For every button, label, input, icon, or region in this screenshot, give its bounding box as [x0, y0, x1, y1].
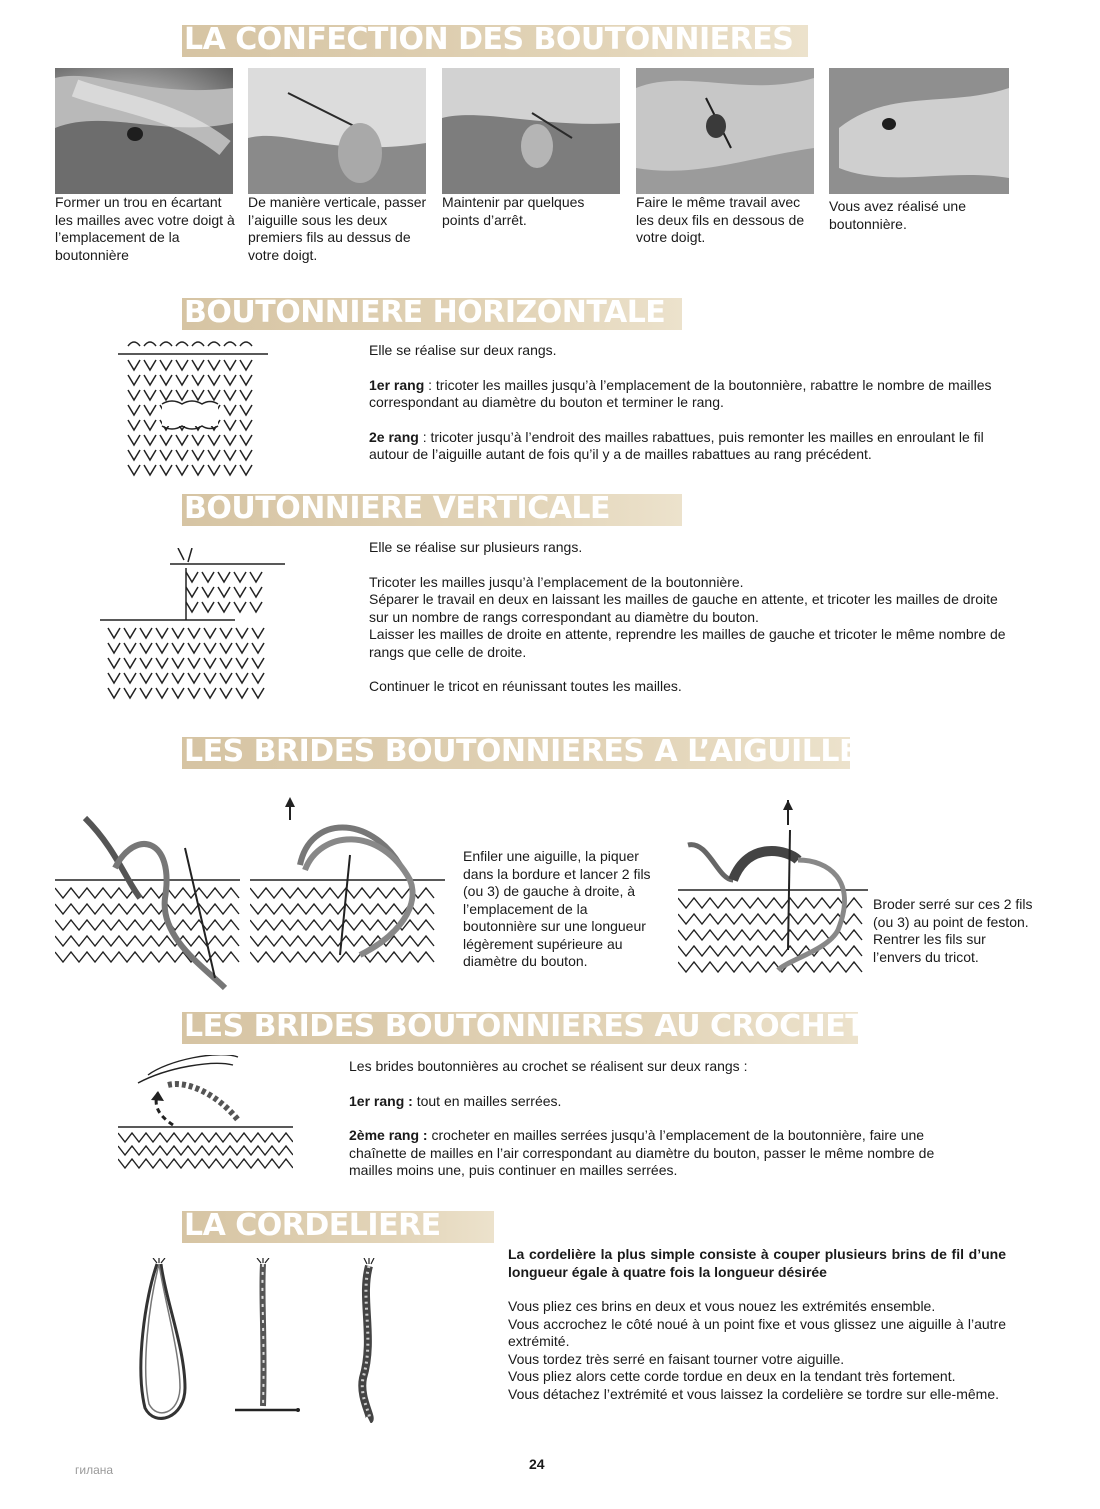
step-photo-3 — [442, 68, 620, 194]
section-banner-verticale — [182, 491, 682, 526]
crochet-intro: Les brides boutonnières au crochet se réalisent sur deux rangs : — [349, 1058, 748, 1074]
crochet-row1-label: 1er rang : — [349, 1092, 413, 1109]
cord-loop-illustration — [135, 1258, 195, 1423]
step-photo-4 — [636, 68, 814, 194]
cord-finished-illustration — [355, 1258, 385, 1423]
section-title-aiguille: LES BRIDES BOUTONNIÈRES À L’AIGUILLE — [184, 734, 859, 769]
horizontale-row1-text: : tricoter les mailles jusqu’à l’emplacement de la boutonnière, rabattre le nombre de mailles correspondant au diamètre du bouton et terminer le rang. — [369, 376, 992, 410]
section-title-cordeliere: LA CORDELIERE — [184, 1208, 441, 1243]
horizontale-row2-label: 2e rang — [369, 428, 419, 445]
section-title-verticale: BOUTONNIERE VERTICALE — [184, 491, 611, 526]
crochet-row2-label: 2ème rang : — [349, 1127, 428, 1143]
needle-bar-illustration-3 — [678, 800, 868, 980]
section-banner-crochet — [182, 1009, 866, 1044]
cordeliere-line-2: Vous accrochez le côté noué à un point fixe et vous glissez une aiguille à l’autre extrémité. — [508, 1315, 1006, 1349]
crochet-row1-text: tout en mailles serrées. — [412, 1092, 562, 1109]
horizontale-text — [369, 342, 1019, 481]
verticale-text — [369, 539, 1019, 713]
cord-twist-illustration — [235, 1258, 305, 1423]
page-number: 24 — [529, 1456, 545, 1472]
step-caption-2: De manière verticale, passer l’aiguille sous les deux premiers fils au dessus de votre doigt. — [248, 194, 427, 263]
step-caption-4: Faire le même travail avec les deux fils en dessous de votre doigt. — [636, 194, 805, 245]
verticale-line3: Laisser les mailles de droite en attente, reprendre les mailles de gauche et tricoter le même nombre de rangs que celle de droite. — [369, 626, 1006, 660]
crochet-bar-illustration — [118, 1055, 293, 1185]
cordeliere-bold-intro: La cordelière la plus simple consiste à couper plusieurs brins de fil d’une longueur égale à quatre fois la longueur désirée — [508, 1246, 1006, 1280]
section-banner-cordeliere — [182, 1208, 494, 1243]
horizontale-row1-label: 1er rang — [369, 376, 425, 393]
horizontale-row2-text: : tricoter jusqu’à l’endroit des mailles rabattues, puis remonter les mailles en enroulant le fil autour de l’aiguille autant de fois qu’il y a de mailles rabattues au rang précédent. — [369, 428, 984, 462]
watermark: гилана — [75, 1463, 114, 1477]
section-title-horizontale: BOUTONNIERE HORIZONTALE — [184, 295, 666, 330]
step-photo-2 — [248, 68, 426, 194]
horizontale-row2 — [369, 429, 1019, 464]
cordeliere-text — [508, 1246, 1006, 1403]
section-title-crochet: LES BRIDES BOUTONNIÈRES AU CROCHET — [184, 1009, 866, 1044]
verticale-outro: Continuer le tricot en réunissant toutes les mailles. — [369, 678, 682, 694]
step-caption-5: Vous avez réalisé une boutonnière. — [829, 198, 966, 232]
verticale-intro: Elle se réalise sur plusieurs rangs. — [369, 539, 583, 555]
crochet-row2-text: crocheter en mailles serrées jusqu’à l’emplacement de la boutonnière, faire une chaînette de mailles en l’air correspondant au diamètre du bouton, passer le même nombre de mailles moins une, puis continuer en mailles serrées. — [349, 1127, 935, 1178]
cordeliere-line-4: Vous pliez alors cette corde tordue en deux en la tendant très fortement. — [508, 1368, 956, 1384]
crochet-row2 — [349, 1127, 974, 1180]
needle-below-photo — [636, 68, 814, 194]
section-banner-horizontale — [182, 295, 682, 330]
verticale-line1: Tricoter les mailles jusqu’à l’emplacement de la boutonnière. — [369, 573, 744, 590]
needle-bar-illustration-1 — [55, 808, 240, 998]
section-banner-confection — [182, 22, 808, 57]
aiguille-text-right: Broder serré sur ces 2 fils (ou 3) au point de feston. Rentrer les fils sur l’envers du tricot. — [873, 896, 1033, 965]
crochet-text — [349, 1058, 974, 1197]
cordeliere-line-5: Vous détachez l’extrémité et vous laissez la cordelière se tordre sur elle-même. — [508, 1385, 999, 1402]
horizontale-row1 — [369, 377, 1019, 412]
finger-hole-photo — [55, 68, 233, 194]
vertical-buttonhole-illustration — [100, 548, 285, 708]
horizontale-intro: Elle se réalise sur deux rangs. — [369, 342, 557, 358]
step-caption-3: Maintenir par quelques points d’arrêt. — [442, 194, 585, 228]
cordeliere-line-1: Vous pliez ces brins en deux et vous nouez les extrémités ensemble. — [508, 1298, 936, 1314]
step-photo-5 — [829, 68, 1009, 194]
step-caption-1: Former un trou en écartant les mailles avec votre doigt à l’emplacement de la boutonnière — [55, 194, 235, 263]
verticale-line2: Séparer le travail en deux en laissant les mailles de gauche en attente, et tricoter les mailles de droite sur un nombre de rangs correspondant au diamètre du bouton. — [369, 591, 998, 625]
needle-vertical-photo — [248, 68, 426, 194]
crochet-row1 — [349, 1093, 974, 1111]
section-banner-aiguille — [182, 734, 859, 769]
horizontal-buttonhole-illustration — [118, 340, 268, 480]
aiguille-text-left: Enfiler une aiguille, la piquer dans la bordure et lancer 2 fils (ou 3) de gauche à droite, à l’emplacement de la boutonnière sur une longueur légèrement supérieure au diamètre du bouton. — [463, 848, 651, 969]
cordeliere-line-3: Vous tordez très serré en faisant tourner votre aiguille. — [508, 1350, 845, 1367]
needle-bar-illustration-2 — [250, 795, 445, 980]
section-title-confection: LA CONFECTION DES BOUTONNIÈRES — [184, 22, 794, 57]
stitch-stop-photo — [442, 68, 620, 194]
step-photo-1 — [55, 68, 233, 194]
finished-buttonhole-photo — [829, 68, 1009, 194]
